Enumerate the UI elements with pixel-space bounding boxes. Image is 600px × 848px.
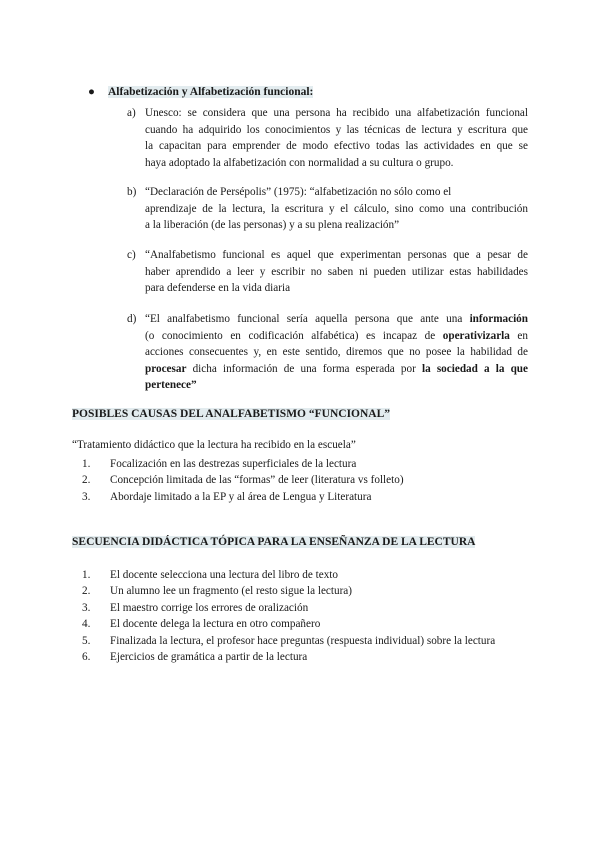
text-line: cuando ha adquirido los conocimientos y las técnicas de lectura y escritura que	[145, 123, 528, 136]
item-label: c)	[127, 249, 136, 261]
text-line	[145, 377, 528, 394]
item-number: 3.	[82, 601, 91, 614]
text-segment: dicha información de una forma esperada por	[186, 362, 422, 375]
bullet-icon: ●	[88, 86, 95, 98]
item-text: Finalizada la lectura, el profesor hace preguntas (respuesta individual) sobre la lectura	[110, 634, 496, 647]
text-line: “Analfabetismo funcional es aquel que experimentan personas que a pesar de	[145, 249, 528, 261]
text-line: a la liberación (de las personas) y a su plena realización”	[145, 219, 400, 232]
item-number: 2.	[82, 585, 91, 598]
text-line: “Declaración de Persépolis” (1975): “alfabetización no sólo como el	[145, 186, 452, 198]
text-line: Unesco: se considera que una persona ha recibido una alfabetización funcional	[145, 107, 528, 119]
item-text: Ejercicios de gramática a partir de la lectura	[110, 650, 308, 663]
item-text: Focalización en las destrezas superficiales de la lectura	[110, 458, 357, 470]
text-segment: en	[509, 329, 528, 342]
item-label: d)	[127, 313, 137, 325]
text-line: la capacitan para emprender de modo efectivo todas las actividades en que se	[145, 140, 528, 153]
item-number: 6.	[82, 650, 91, 663]
bold-term: información	[469, 313, 528, 325]
item-text	[145, 184, 528, 234]
heading-text: SECUENCIA DIDÁCTICA TÓPICA PARA LA ENSEÑANZA DE LA LECTURA	[72, 536, 476, 548]
heading-text: POSIBLES CAUSAS DEL ANALFABETISMO “FUNCIONAL”	[72, 408, 391, 420]
item-number: 4.	[82, 618, 91, 631]
section-heading-causes	[72, 408, 390, 420]
item-number: 2.	[82, 474, 91, 487]
item-label: a)	[127, 107, 136, 119]
text-line	[145, 328, 528, 345]
item-text: El docente delega la lectura en otro compañero	[110, 618, 321, 631]
bold-term: pertenece”	[145, 379, 197, 392]
text-line: acciones consecuentes y, en este sentido, diremos que no posee la habilidad de	[145, 346, 528, 359]
section-heading-sequence	[72, 536, 475, 548]
item-text: Abordaje limitado a la EP y al área de Lengua y Literatura	[110, 490, 372, 503]
text-line: aprendizaje de la lectura, la escritura y el cálculo, sino como una contribución	[145, 202, 528, 215]
item-text: El maestro corrige los errores de oralización	[110, 601, 309, 614]
item-text: Un alumno lee un fragmento (el resto sigue la lectura)	[110, 585, 352, 598]
item-label: b)	[127, 186, 137, 198]
item-number: 1.	[82, 569, 91, 581]
text-segment: “El analfabetismo funcional sería aquella persona que ante una	[145, 313, 470, 325]
item-text	[145, 311, 528, 394]
item-number: 5.	[82, 634, 91, 647]
text-line	[145, 311, 528, 328]
bold-term: la sociedad a la que	[421, 362, 528, 375]
bold-term: procesar	[145, 362, 187, 375]
section-title: Alfabetización y Alfabetización funcional:	[108, 86, 314, 98]
bold-term: operativizarla	[442, 329, 510, 342]
item-number: 1.	[82, 458, 91, 470]
causes-intro: “Tratamiento didáctico que la lectura ha recibido en la escuela”	[72, 439, 356, 451]
item-text: Concepción limitada de las “formas” de leer (literatura vs folleto)	[110, 474, 404, 487]
text-segment: (o conocimiento en codificación alfabética) es incapaz de	[145, 329, 443, 342]
item-text: El docente selecciona una lectura del libro de texto	[110, 569, 338, 581]
item-text	[145, 247, 528, 297]
text-line: haber aprendido a leer y escribir no saben ni pueden utilizar estas habilidades	[145, 265, 528, 278]
text-line: haya adoptado la alfabetización con normalidad a su cultura o grupo.	[145, 156, 454, 169]
text-line: para defenderse en la vida diaria	[145, 282, 291, 295]
text-line	[145, 361, 528, 378]
item-number: 3.	[82, 490, 91, 503]
item-text	[145, 105, 528, 171]
